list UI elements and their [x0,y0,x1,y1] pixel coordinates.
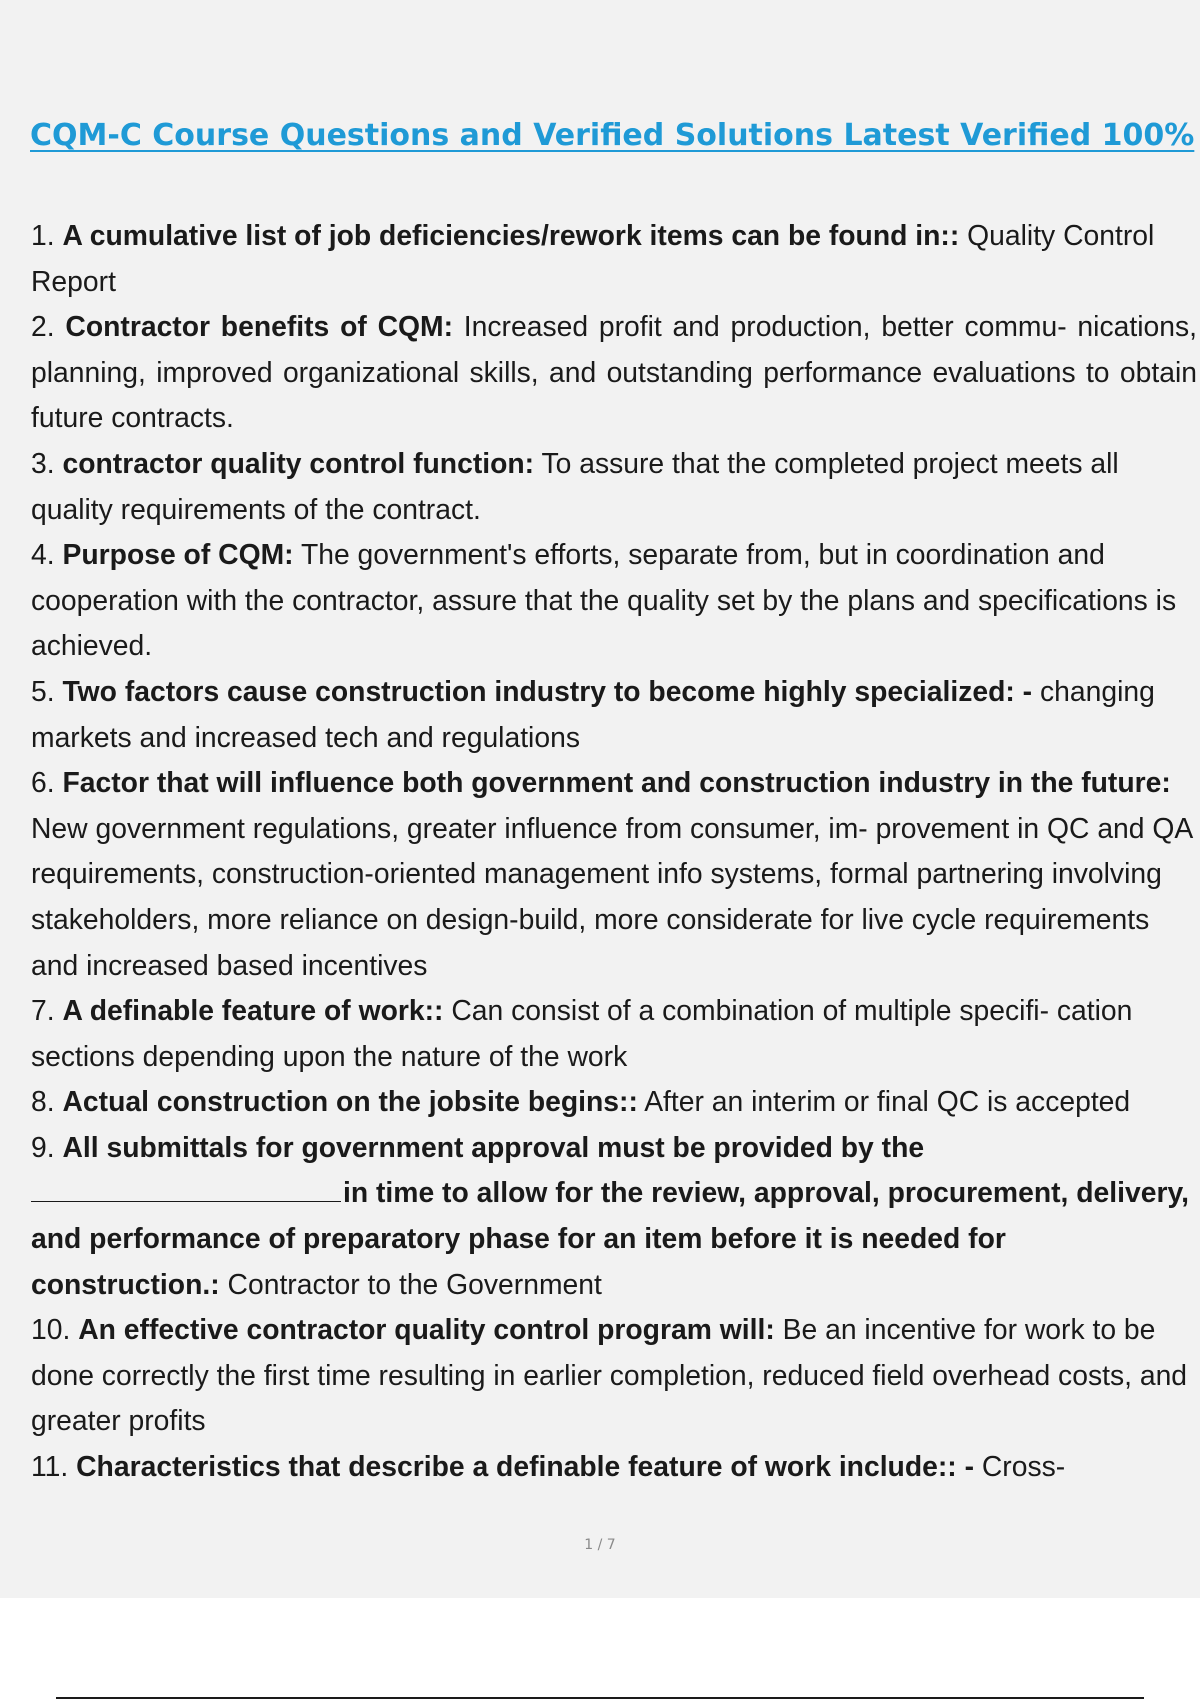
item-number: 4. [31,538,55,571]
answer-text: Increased profit and production, better commu- nications, planning, improved organizational skills, and outstanding performance evaluations to obtain future contracts. [31,310,1197,434]
answer-text: After an interim or final QC is accepted [644,1085,1131,1118]
item-number: 1. [31,219,55,251]
page-number: 1 / 7 [584,1537,616,1553]
item-number: 6. [31,766,55,799]
qa-item-9 [31,1125,1197,1307]
page-divider [56,1697,1144,1699]
question-text: contractor quality control function: [62,446,535,479]
item-number: 8. [31,1085,55,1118]
question-text: Purpose of CQM: [62,538,294,571]
question-text: Factor that will influence both government and construction industry in the future: [62,766,1171,799]
qa-item-5 [31,669,1197,760]
answer-text: To assure that the completed project meets all quality requirements of the contract. [31,446,1119,525]
question-text: Contractor benefits of CQM: [65,310,454,343]
answer-text: changing markets and increased tech and regulations [31,674,1155,753]
document-title: CQM-C Course Questions and Verified Solutions Latest Verified 100% [30,118,1195,153]
item-number: 7. [31,994,55,1027]
question-text-continued: in time to allow for the review, approval, procurement, delivery, and performance of preparatory phase for an item before it is needed for construction.: [31,1176,1189,1300]
item-number: 2. [31,310,55,343]
question-text: Two factors cause construction industry to become highly specialized: - [62,674,1033,707]
qa-item-3 [31,441,1197,532]
answer-text: New government regulations, greater influence from consumer, im- provement in QC and QA requirements, construction-oriented management info systems, formal partnering involving stakeholders, more reliance on design-build, more considerate for live cycle requirements and increased based incentives [31,811,1192,981]
answer-text: Be an incentive for work to be done correctly the first time resulting in earlier completion, reduced field overhead costs, and greater profits [31,1313,1188,1437]
answer-text: Can consist of a combination of multiple specifi- cation sections depending upon the nature of the work [31,994,1133,1072]
answer-text: Cross- [981,1450,1066,1483]
item-number: 9. [31,1130,55,1163]
qa-item-8 [31,1079,1197,1125]
item-number: 11. [31,1450,69,1483]
qa-item-6 [31,760,1197,988]
question-text: A definable feature of work:: [62,994,444,1027]
question-text: Actual construction on the jobsite begins:: [62,1085,638,1118]
qa-item-7 [31,988,1197,1079]
question-text: An effective contractor quality control program will: [78,1313,775,1346]
answer-text: The government's efforts, separate from, but in coordination and cooperation with the contractor, assure that the quality set by the plans and specifications is achieved. [31,538,1177,662]
qa-item-4 [31,532,1197,669]
question-text: All submittals for government approval must be provided by the [62,1130,925,1163]
question-text: Characteristics that describe a definable feature of work include:: - [76,1450,974,1483]
item-number: 3. [31,446,55,479]
answer-text: Quality Control Report [31,219,1155,297]
qa-item-1 [31,213,1197,304]
item-number: 10. [31,1313,71,1346]
answer-text: Contractor to the Government [227,1267,602,1300]
qa-item-2 [31,304,1197,441]
question-text: A cumulative list of job deficiencies/rework items can be found in:: [62,219,960,251]
item-number: 5. [31,674,55,707]
qa-list [31,213,1197,1490]
qa-item-10 [31,1307,1197,1444]
fill-in-blank-line [31,1200,341,1202]
qa-item-11 [31,1444,1197,1490]
